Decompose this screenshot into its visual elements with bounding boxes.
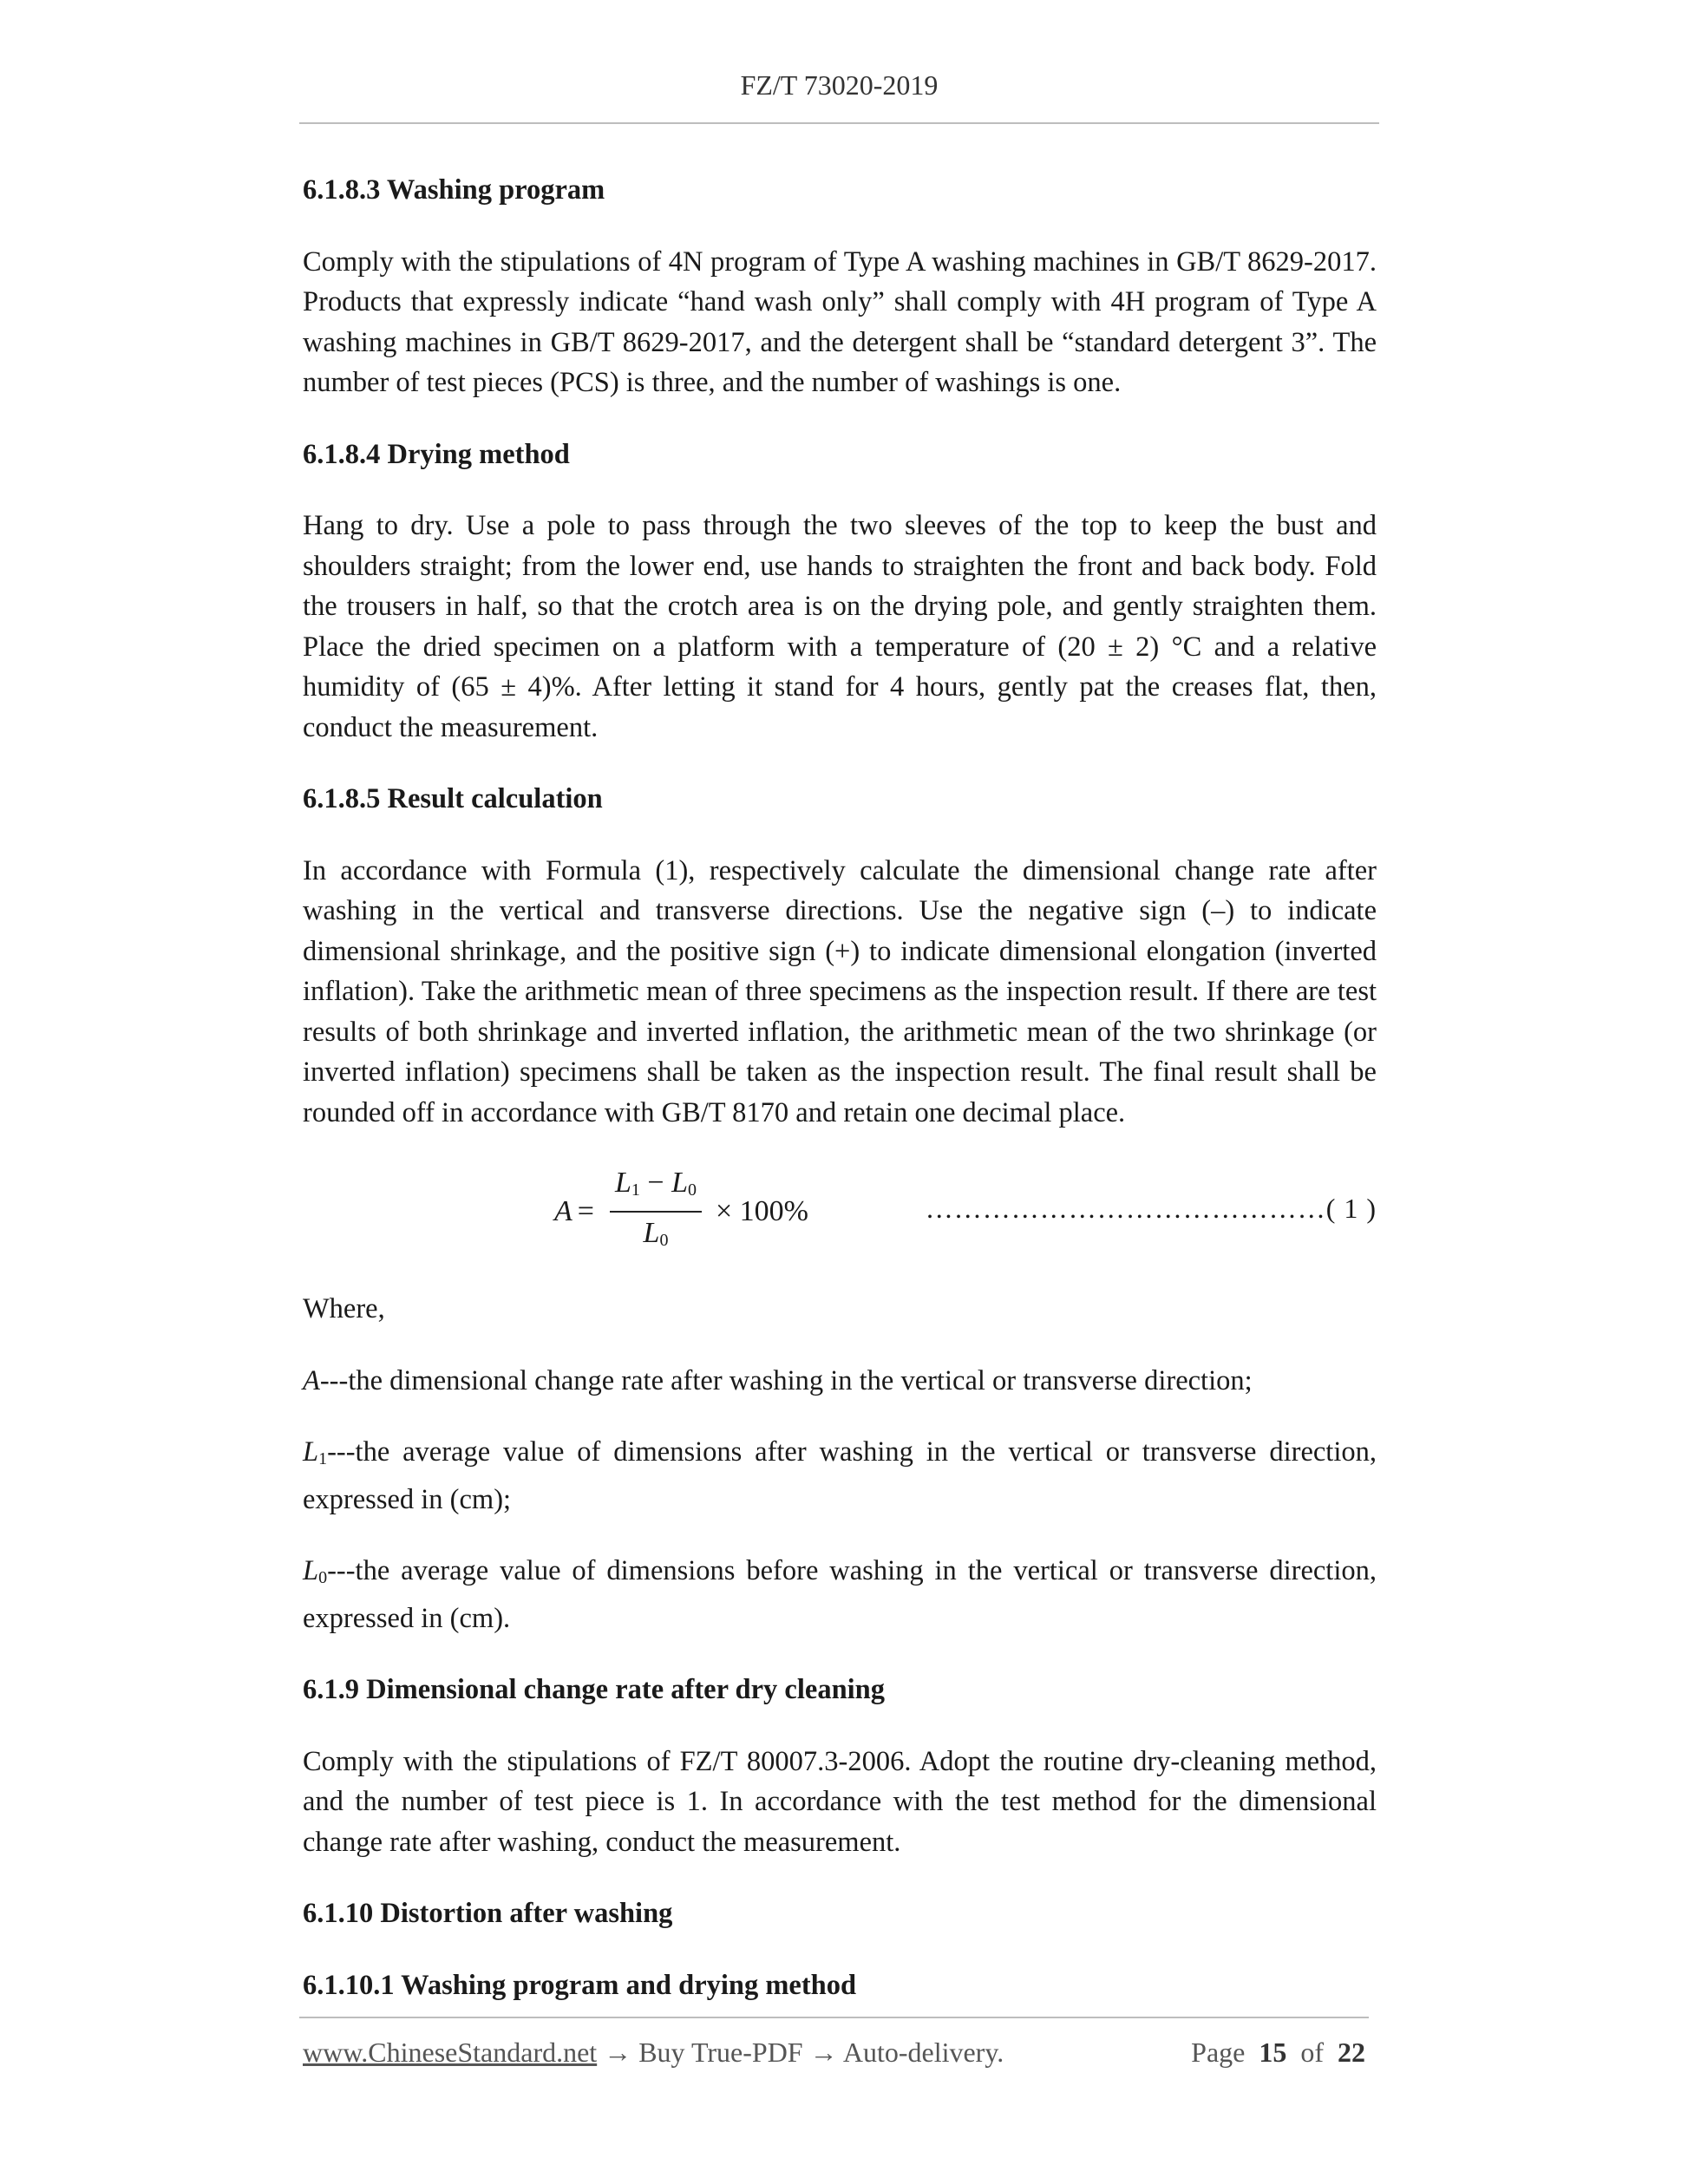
where-intro: Where, <box>303 1293 385 1324</box>
paragraph-washing-program: Comply with the stipulations of 4N program of Type A washing machines in GB/T 8629-2017. Products that expressly indicate “hand wash only” shall comply with 4H program of Type A washing machines in GB/T 8629-2017, and the detergent shall be “standard detergent 3”. The number of test pieces (PCS) is three, and the number of washings is one. <box>303 245 1377 398</box>
formula-equals: = <box>577 1194 594 1227</box>
formula-1 <box>303 1164 1377 1259</box>
definition-l1-text: ---the average value of dimensions after washing in the vertical or transverse direction, expressed in (cm); <box>303 1436 1377 1515</box>
formula-fraction <box>610 1166 702 1258</box>
definition-a-symbol: A <box>303 1364 320 1396</box>
formula-times-100-percent: × 100% <box>716 1194 808 1227</box>
heading-6-1-8-5: 6.1.8.5 Result calculation <box>303 783 603 814</box>
page-indicator <box>1191 2037 1365 2069</box>
footer-divider <box>299 2017 1369 2018</box>
formula-number: ……………………………………( 1 ) <box>925 1193 1377 1224</box>
numerator-l0-symbol: L <box>671 1167 688 1199</box>
footer-tagline: → Buy True-PDF → Auto-delivery. <box>597 2037 1004 2068</box>
definition-l1-subscript: 1 <box>318 1449 328 1468</box>
numerator-l1-symbol: L <box>614 1167 631 1199</box>
paragraph-result-calculation: In accordance with Formula (1), respectively calculate the dimensional change rate after washing in the vertical and transverse directions. Use the negative sign (–) to indicate dimensional shrinkage, and the positive sign (+) to indicate dimensional elongation (inverted inflation). Take the arithmetic mean of three specimens as the inspection result. If there are test results of both shrinkage and inverted inflation, the arithmetic mean of the two shrinkage (or inverted inflation) specimens shall be taken as the inspection result. The final result shall be rounded off in accordance with GB/T 8170 and retain one decimal place. <box>303 854 1377 1128</box>
numerator-l1-subscript: 1 <box>631 1180 640 1200</box>
paragraph-drying-method: Hang to dry. Use a pole to pass through the two sleeves of the top to keep the bust and shoulders straight; from the lower end, use hands to straighten the front and back body. Fold the trousers in half, so that the crotch area is on the drying pole, and gently straighten them. Place the dried specimen on a platform with a temperature of (20 ± 2) °C and a relative humidity of (65 ± 4)%. After letting it stand for 4 hours, gently pat the creases flat, then, conduct the measurement. <box>303 510 1377 743</box>
page-of-label: of <box>1300 2037 1324 2068</box>
heading-6-1-10: 6.1.10 Distortion after washing <box>303 1898 673 1929</box>
footer-website-link[interactable]: www.ChineseStandard.net <box>303 2037 598 2068</box>
numerator-minus: − <box>647 1167 664 1199</box>
denominator-l0-symbol: L <box>643 1217 660 1249</box>
definition-l0 <box>303 1551 1377 1638</box>
definition-l0-subscript: 0 <box>318 1568 328 1587</box>
footer-promo <box>303 2037 1004 2069</box>
definition-l1 <box>303 1432 1377 1520</box>
numerator-l0-subscript: 0 <box>688 1180 697 1200</box>
page-header: FZ/T 73020-2019 <box>740 69 939 101</box>
document-body <box>303 170 1377 2037</box>
formula-lhs: A <box>554 1194 572 1227</box>
heading-6-1-8-3: 6.1.8.3 Washing program <box>303 174 605 206</box>
heading-6-1-9: 6.1.9 Dimensional change rate after dry cleaning <box>303 1674 885 1705</box>
page-label: Page <box>1191 2037 1246 2068</box>
definition-l0-text: ---the average value of dimensions before washing in the vertical or transverse direction, expressed in (cm). <box>303 1555 1377 1634</box>
paragraph-dry-cleaning: Comply with the stipulations of FZ/T 80007.3-2006. Adopt the routine dry-cleaning method, and the number of test piece is 1. In accordance with the test method for the dimensional change rate after washing, conduct the measurement. <box>303 1745 1377 1858</box>
page-number: 15 <box>1259 2037 1287 2068</box>
header-divider <box>299 122 1379 124</box>
denominator-l0-subscript: 0 <box>659 1231 669 1250</box>
formula-numerator <box>610 1166 702 1213</box>
heading-6-1-10-1: 6.1.10.1 Washing program and drying method <box>303 1969 857 2001</box>
heading-6-1-8-4: 6.1.8.4 Drying method <box>303 438 570 470</box>
definition-a-text: ---the dimensional change rate after washing in the vertical or transverse direction; <box>319 1364 1253 1396</box>
definition-l0-symbol: L <box>303 1555 319 1586</box>
formula-expression <box>554 1164 808 1259</box>
page-total: 22 <box>1338 2037 1365 2068</box>
formula-denominator <box>644 1213 669 1258</box>
definition-l1-symbol: L <box>303 1436 319 1468</box>
definition-a <box>303 1361 1377 1402</box>
